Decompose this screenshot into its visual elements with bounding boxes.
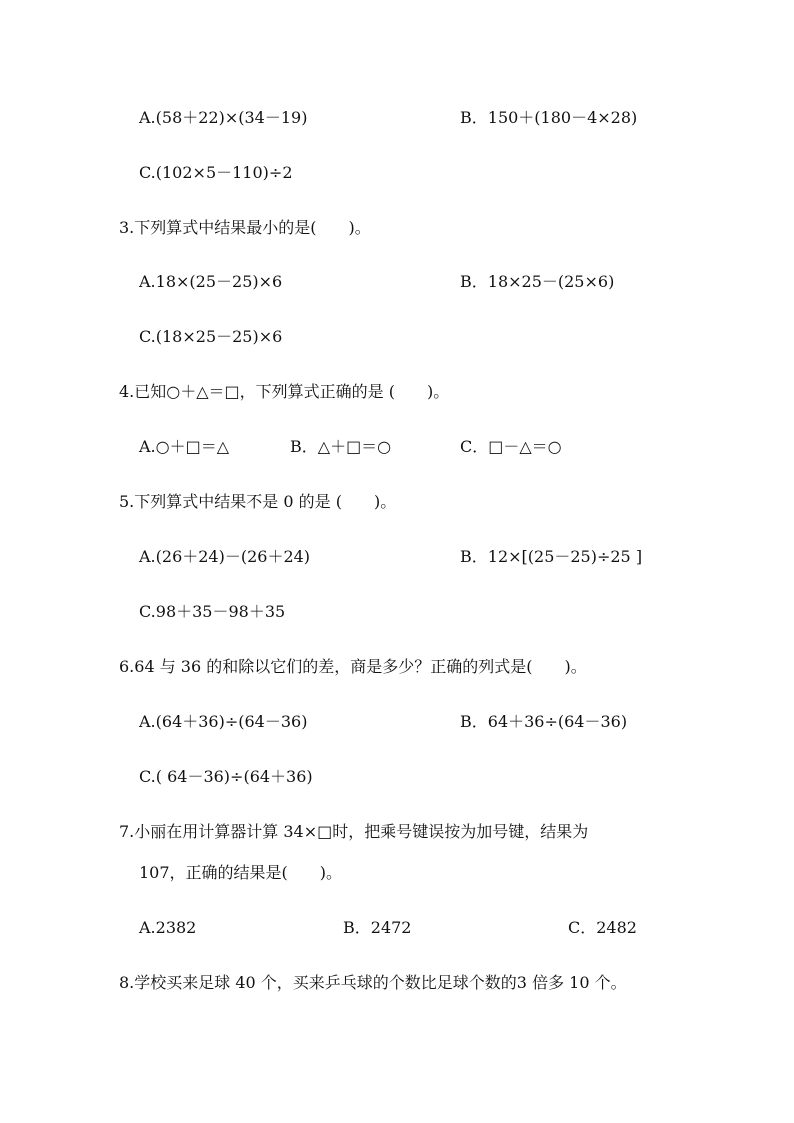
q4-option-a: A.○＋□＝△ <box>139 437 230 456</box>
q5-option-c: C.98＋35－98＋35 <box>139 602 286 621</box>
q6-stem: 6.64 与 36 的和除以它们的差，商是多少？正确的列式是( )。 <box>119 657 587 676</box>
q6-option-a: A.(64＋36)÷(64－36) <box>139 712 308 731</box>
q6-option-c: C.( 64－36)÷(64＋36) <box>139 767 313 786</box>
q4-option-c: C．□－△＝○ <box>460 437 562 456</box>
q8-stem: 8.学校买来足球 40 个，买来乒乓球的个数比足球个数的3 倍多 10 个。 <box>119 973 627 992</box>
q7-stem-line2: 107，正确的结果是( )。 <box>139 863 343 882</box>
q6-option-b: B．64＋36÷(64－36) <box>460 712 628 731</box>
q3-option-a: A.18×(25－25)×6 <box>139 272 283 291</box>
q2-option-c: C.(102×5－110)÷2 <box>139 163 293 182</box>
q3-option-c: C.(18×25－25)×6 <box>139 327 283 346</box>
q7-option-b: B．2472 <box>343 918 412 937</box>
q3-option-b: B．18×25－(25×6) <box>460 272 615 291</box>
q4-stem: 4.已知○＋△＝□，下列算式正确的是 ( )。 <box>119 382 450 401</box>
q7-stem-line1: 7.小丽在用计算器计算 34×□时，把乘号键误按为加号键，结果为 <box>119 822 589 841</box>
q5-option-a: A.(26＋24)－(26＋24) <box>139 547 311 566</box>
q7-option-c: C．2482 <box>568 918 637 937</box>
q5-option-b: B．12×[(25－25)÷25 ] <box>460 547 643 566</box>
q3-stem: 3.下列算式中结果最小的是( )。 <box>119 218 371 237</box>
q7-option-a: A.2382 <box>139 918 197 937</box>
q4-option-b: B．△＋□＝○ <box>290 437 392 456</box>
q2-option-b: B．150＋(180－4×28) <box>460 108 638 127</box>
q2-option-a: A.(58＋22)×(34－19) <box>139 108 308 127</box>
q5-stem: 5.下列算式中结果不是 0 的是 ( )。 <box>119 492 397 511</box>
